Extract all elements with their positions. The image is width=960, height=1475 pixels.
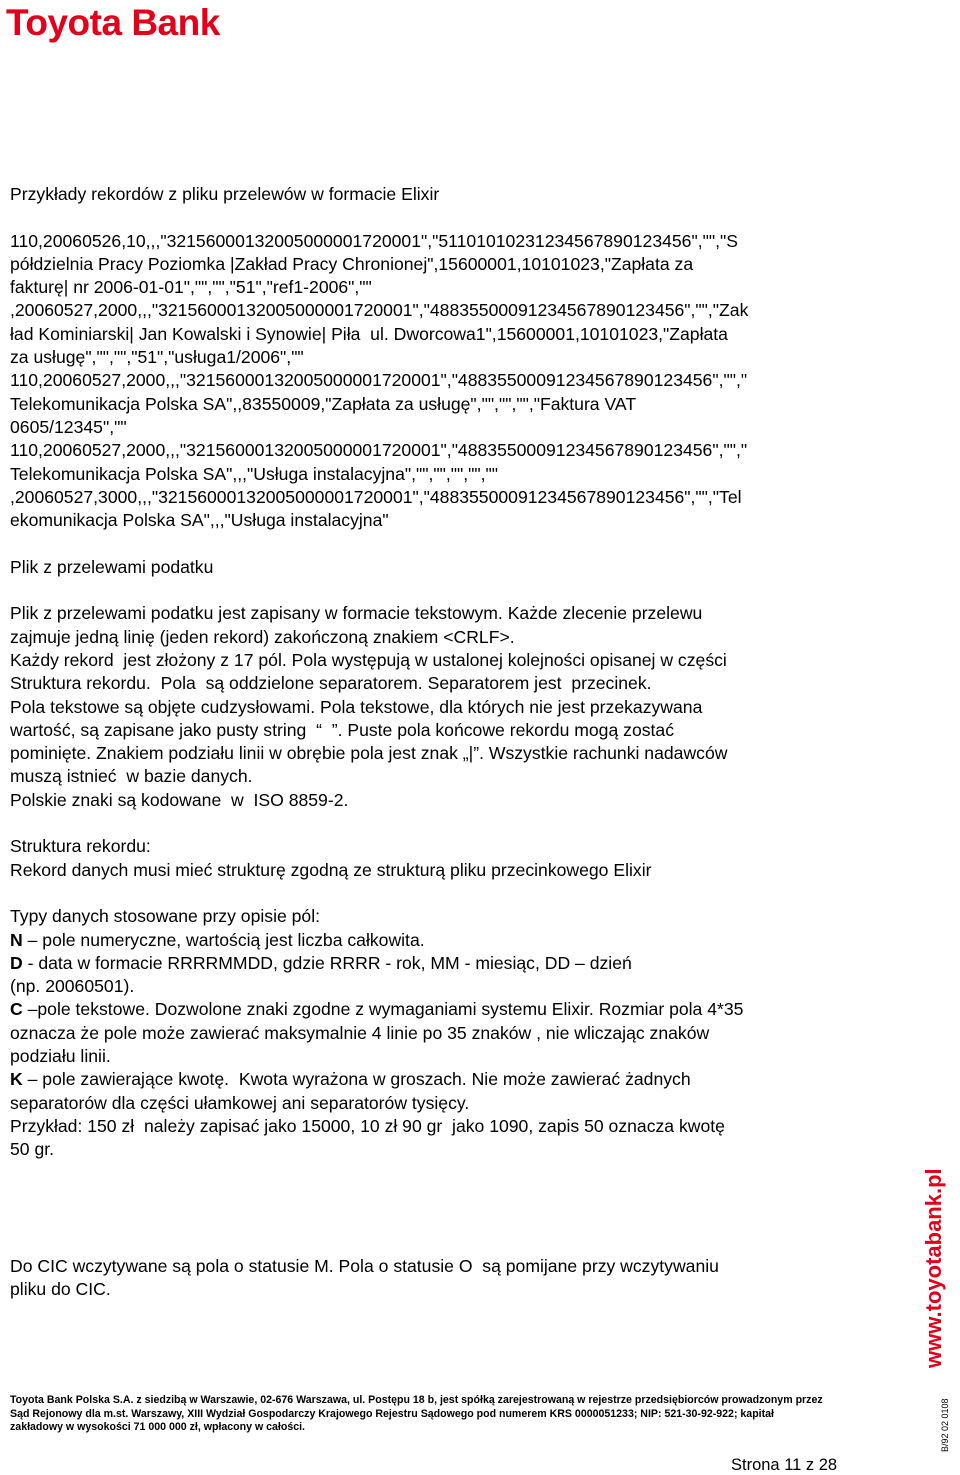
data-type-description: – pole numeryczne, wartością jest liczba całkowita. <box>22 929 425 950</box>
elixir-examples-heading: Przykłady rekordów z pliku przelewów w formacie Elixir <box>10 184 440 204</box>
data-type-description: - data w formacie RRRRMMDD, gdzie RRRR - rok, MM - miesiąc, DD – dzień (np. 20060501). <box>10 952 632 997</box>
tax-file-heading: Plik z przelewami podatku <box>10 556 214 577</box>
legal-footer: Toyota Bank Polska S.A. z siedzibą w Warszawie, 02-676 Warszawa, ul. Postępu 18 b, jest spółką zarejestrowaną w rejestrze przedsiębiorców prowadzonym przez Sąd Rejonowy dla m.st. Warszawy, XIII Wydział Gospodarczy Krajowego Rejestru Sądowego pod numerem KRS 0000051233; NIP: 521-30-92-922; kapitał zakładowy w wysokości 71 000 000 zł, wpłacony w całości. <box>10 1394 823 1433</box>
record-structure-heading: Struktura rekordu: <box>10 836 151 857</box>
data-type-n <box>10 929 876 952</box>
data-type-description: –pole tekstowe. Dozwolone znaki zgodne z wymaganiami systemu Elixir. Rozmiar pola 4*35 oznacza że pole może zawierać maksymalnie 4 linie po 35 znaków , nie wliczając znaków podziału linii. <box>10 999 744 1066</box>
data-type-code: D <box>10 952 23 973</box>
data-type-k <box>10 1068 876 1115</box>
data-type-description: – pole zawierające kwotę. Kwota wyrażona w groszach. Nie może zawierać żadnych separatorów dla części ułamkowej ani separatorów tysięcy. <box>10 1069 691 1113</box>
elixir-example-records: 110,20060526,10,,,"32156000132005000001720001","51101010231234567890123456","","S półdzielnia Pracy Poziomka |Zakład Pracy Chronionej",15600001,10101023,"Zapłata za fakturę| nr 2006-01-01","","","51","ref1-2006","" ,20060527,2000,,,"32156000132005000001720001","48835500091234567890123456","","Zak ład Kominiarski| Jan Kowalski i Synowie| Piła ul. Dworcowa1",15600001,10101023,"Zapłata za usługę","","","51","usługa1/2006","" 110,20060527,2000,,,"32156000132005000001720001","48835500091234567890123456",""," Telekomunikacja Polska SA",,83550009,"Zapłata za usługę","","","","Faktura VAT 0605/12345","" 110,20060527,2000,,,"32156000132005000001720001","48835500091234567890123456",""," Telekomunikacja Polska SA",,,"Usługa instalacyjna","","","","","" ,20060527,3000,,,"32156000132005000001720001","48835500091234567890123456","","Tel ekomunikacja Polska SA",,,"Usługa instalacyjna" <box>10 230 749 531</box>
data-type-code: N <box>10 929 23 950</box>
amount-example: Przykład: 150 zł należy zapisać jako 15000, 10 zł 90 gr jako 1090, zapis 50 oznacza kwotę 50 gr. <box>10 1115 725 1160</box>
data-type-d <box>10 952 876 999</box>
tax-file-description: Plik z przelewami podatku jest zapisany w formacie tekstowym. Każde zlecenie przelewu zajmuje jedną linię (jeden rekord) zakończoną znakiem <CRLF>. Każdy rekord jest złożony z 17 pól. Pola występują w ustalonej kolejności opisanej w części Struktura rekordu. Pola są oddzielone separatorem. Separatorem jest przecinek. Pola tekstowe są objęte cudzysłowami. Pola tekstowe, dla których nie jest przekazywana wartość, są zapisane jako pusty string “ ”. Puste pola końcowe rekordu mogą zostać pominięte. Znakiem podziału linii w obrębie pola jest znak „|”. Wszystkie rachunki nadawców muszą istnieć w bazie danych. Polskie znaki są kodowane w ISO 8859-2. <box>10 603 728 810</box>
data-types-intro: Typy danych stosowane przy opisie pól: <box>10 906 321 927</box>
data-type-c <box>10 998 876 1068</box>
data-type-code: C <box>10 999 23 1020</box>
document-code: B/92 02 0108 <box>940 1398 950 1452</box>
toyota-bank-logo: Toyota Bank <box>6 2 220 43</box>
document-body <box>10 183 876 1301</box>
website-url: www.toyotabank.pl <box>921 1168 946 1368</box>
record-structure-text: Rekord danych musi mieć strukturę zgodną ze strukturą pliku przecinkowego Elixir <box>10 859 652 880</box>
data-type-code: K <box>10 1069 23 1090</box>
page-number: Strona 11 z 28 <box>731 1456 838 1474</box>
cic-status-note: Do CIC wczytywane są pola o statusie M. Pola o statusie O są pomijane przy wczytywaniu pliku do CIC. <box>10 1255 719 1299</box>
